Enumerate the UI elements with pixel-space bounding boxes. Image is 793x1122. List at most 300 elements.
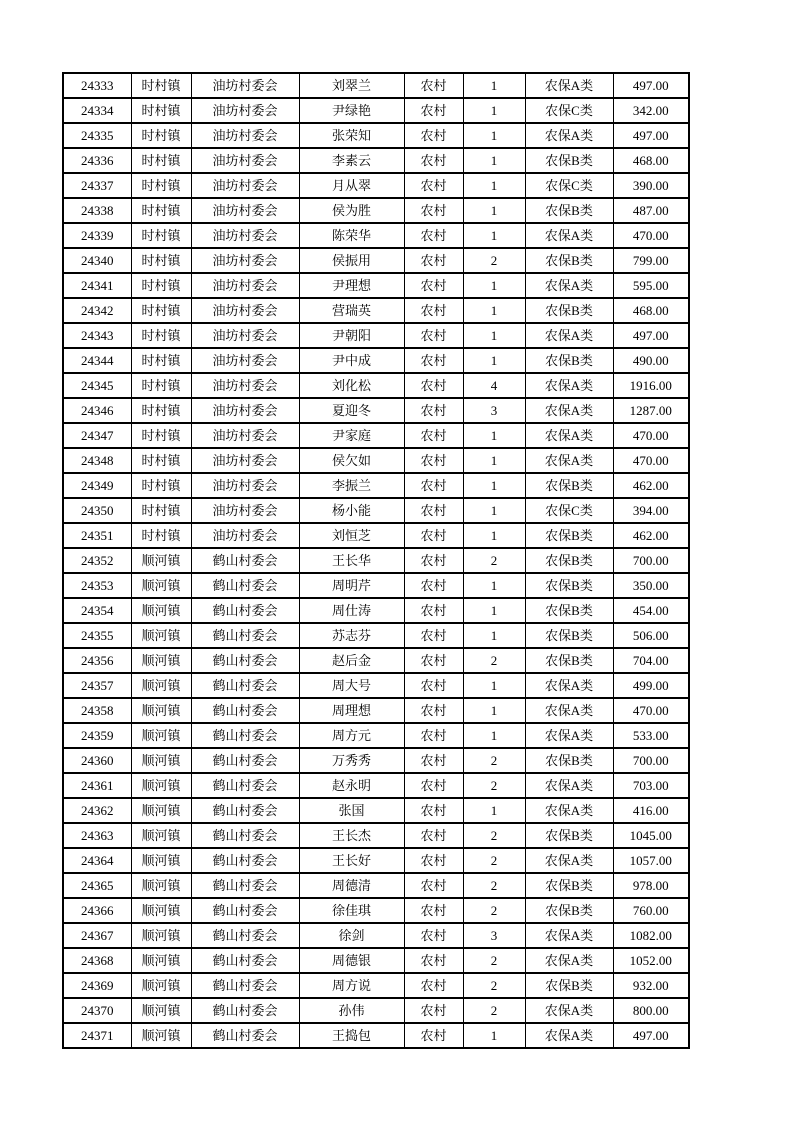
cell-serial-no: 24339: [63, 223, 131, 248]
cell-village-committee: 油坊村委会: [191, 373, 299, 398]
cell-amount: 932.00: [613, 973, 689, 998]
cell-amount: 454.00: [613, 598, 689, 623]
cell-household-type: 农村: [404, 648, 463, 673]
table-row: [63, 423, 689, 448]
cell-village-committee: 鹤山村委会: [191, 1023, 299, 1048]
cell-household-type: 农村: [404, 123, 463, 148]
cell-household-type: 农村: [404, 623, 463, 648]
cell-household-type: 农村: [404, 873, 463, 898]
cell-town: 时村镇: [131, 273, 191, 298]
cell-village-committee: 鹤山村委会: [191, 723, 299, 748]
cell-insurance-category: 农保A类: [525, 673, 613, 698]
cell-serial-no: 24335: [63, 123, 131, 148]
cell-insurance-category: 农保B类: [525, 873, 613, 898]
cell-household-type: 农村: [404, 323, 463, 348]
cell-insurance-category: 农保A类: [525, 723, 613, 748]
cell-person-count: 2: [463, 248, 525, 273]
cell-town: 顺河镇: [131, 648, 191, 673]
cell-insurance-category: 农保A类: [525, 698, 613, 723]
cell-person-count: 1: [463, 223, 525, 248]
table-row: [63, 673, 689, 698]
cell-person-count: 1: [463, 498, 525, 523]
cell-town: 顺河镇: [131, 898, 191, 923]
cell-insurance-category: 农保B类: [525, 598, 613, 623]
cell-name: 夏迎冬: [299, 398, 404, 423]
cell-amount: 416.00: [613, 798, 689, 823]
cell-serial-no: 24359: [63, 723, 131, 748]
cell-serial-no: 24358: [63, 698, 131, 723]
cell-town: 时村镇: [131, 498, 191, 523]
table-row: [63, 173, 689, 198]
cell-person-count: 4: [463, 373, 525, 398]
cell-amount: 703.00: [613, 773, 689, 798]
cell-household-type: 农村: [404, 473, 463, 498]
cell-name: 陈荣华: [299, 223, 404, 248]
cell-town: 时村镇: [131, 223, 191, 248]
cell-amount: 462.00: [613, 473, 689, 498]
insurance-roster-table: [62, 72, 690, 1049]
cell-village-committee: 油坊村委会: [191, 323, 299, 348]
table-row: [63, 973, 689, 998]
cell-household-type: 农村: [404, 498, 463, 523]
cell-name: 王捣包: [299, 1023, 404, 1048]
cell-town: 时村镇: [131, 373, 191, 398]
cell-serial-no: 24342: [63, 298, 131, 323]
cell-serial-no: 24343: [63, 323, 131, 348]
cell-amount: 350.00: [613, 573, 689, 598]
table-row: [63, 248, 689, 273]
cell-town: 顺河镇: [131, 548, 191, 573]
table-row: [63, 298, 689, 323]
table-row: [63, 948, 689, 973]
cell-town: 顺河镇: [131, 923, 191, 948]
cell-serial-no: 24336: [63, 148, 131, 173]
cell-name: 尹朝阳: [299, 323, 404, 348]
cell-village-committee: 鹤山村委会: [191, 648, 299, 673]
cell-village-committee: 油坊村委会: [191, 398, 299, 423]
cell-village-committee: 鹤山村委会: [191, 748, 299, 773]
cell-household-type: 农村: [404, 373, 463, 398]
cell-village-committee: 油坊村委会: [191, 448, 299, 473]
cell-amount: 342.00: [613, 98, 689, 123]
table-row: [63, 898, 689, 923]
cell-insurance-category: 农保B类: [525, 623, 613, 648]
cell-name: 侯欠如: [299, 448, 404, 473]
table-row: [63, 448, 689, 473]
cell-village-committee: 油坊村委会: [191, 248, 299, 273]
cell-household-type: 农村: [404, 448, 463, 473]
cell-village-committee: 油坊村委会: [191, 473, 299, 498]
cell-household-type: 农村: [404, 973, 463, 998]
cell-person-count: 2: [463, 948, 525, 973]
cell-household-type: 农村: [404, 673, 463, 698]
cell-amount: 470.00: [613, 423, 689, 448]
cell-household-type: 农村: [404, 273, 463, 298]
cell-serial-no: 24363: [63, 823, 131, 848]
table-row: [63, 798, 689, 823]
cell-person-count: 1: [463, 723, 525, 748]
cell-amount: 497.00: [613, 323, 689, 348]
cell-village-committee: 鹤山村委会: [191, 873, 299, 898]
cell-insurance-category: 农保B类: [525, 248, 613, 273]
cell-name: 尹绿艳: [299, 98, 404, 123]
cell-serial-no: 24346: [63, 398, 131, 423]
table-row: [63, 348, 689, 373]
cell-serial-no: 24344: [63, 348, 131, 373]
cell-amount: 470.00: [613, 448, 689, 473]
table-row: [63, 273, 689, 298]
cell-amount: 800.00: [613, 998, 689, 1023]
cell-name: 营瑞英: [299, 298, 404, 323]
cell-insurance-category: 农保A类: [525, 998, 613, 1023]
cell-insurance-category: 农保B类: [525, 748, 613, 773]
cell-name: 李振兰: [299, 473, 404, 498]
cell-amount: 700.00: [613, 748, 689, 773]
cell-name: 赵永明: [299, 773, 404, 798]
cell-serial-no: 24353: [63, 573, 131, 598]
cell-insurance-category: 农保B类: [525, 973, 613, 998]
cell-name: 刘恒芝: [299, 523, 404, 548]
cell-town: 时村镇: [131, 148, 191, 173]
cell-amount: 1916.00: [613, 373, 689, 398]
table-row: [63, 823, 689, 848]
cell-household-type: 农村: [404, 848, 463, 873]
cell-name: 万秀秀: [299, 748, 404, 773]
table-row: [63, 223, 689, 248]
cell-person-count: 1: [463, 698, 525, 723]
cell-household-type: 农村: [404, 73, 463, 98]
cell-serial-no: 24348: [63, 448, 131, 473]
cell-serial-no: 24371: [63, 1023, 131, 1048]
cell-person-count: 1: [463, 123, 525, 148]
cell-amount: 470.00: [613, 698, 689, 723]
cell-serial-no: 24338: [63, 198, 131, 223]
cell-insurance-category: 农保A类: [525, 123, 613, 148]
table-row: [63, 148, 689, 173]
cell-household-type: 农村: [404, 523, 463, 548]
cell-person-count: 1: [463, 1023, 525, 1048]
cell-insurance-category: 农保B类: [525, 573, 613, 598]
cell-insurance-category: 农保B类: [525, 348, 613, 373]
cell-village-committee: 鹤山村委会: [191, 898, 299, 923]
cell-village-committee: 油坊村委会: [191, 148, 299, 173]
cell-household-type: 农村: [404, 348, 463, 373]
cell-town: 时村镇: [131, 523, 191, 548]
cell-household-type: 农村: [404, 898, 463, 923]
table-row: [63, 198, 689, 223]
cell-name: 刘翠兰: [299, 73, 404, 98]
cell-town: 时村镇: [131, 398, 191, 423]
cell-insurance-category: 农保B类: [525, 148, 613, 173]
cell-serial-no: 24354: [63, 598, 131, 623]
cell-insurance-category: 农保A类: [525, 773, 613, 798]
cell-serial-no: 24369: [63, 973, 131, 998]
cell-insurance-category: 农保A类: [525, 448, 613, 473]
cell-town: 时村镇: [131, 348, 191, 373]
cell-town: 顺河镇: [131, 673, 191, 698]
table-row: [63, 648, 689, 673]
cell-name: 周方元: [299, 723, 404, 748]
table-row: [63, 548, 689, 573]
table-row: [63, 873, 689, 898]
cell-household-type: 农村: [404, 398, 463, 423]
cell-person-count: 1: [463, 598, 525, 623]
table-row: [63, 373, 689, 398]
cell-person-count: 1: [463, 173, 525, 198]
cell-person-count: 1: [463, 273, 525, 298]
cell-insurance-category: 农保A类: [525, 423, 613, 448]
cell-name: 刘化松: [299, 373, 404, 398]
cell-name: 侯为胜: [299, 198, 404, 223]
cell-amount: 799.00: [613, 248, 689, 273]
cell-name: 周德银: [299, 948, 404, 973]
cell-town: 顺河镇: [131, 823, 191, 848]
cell-household-type: 农村: [404, 723, 463, 748]
cell-person-count: 1: [463, 298, 525, 323]
cell-amount: 700.00: [613, 548, 689, 573]
cell-household-type: 农村: [404, 923, 463, 948]
cell-amount: 497.00: [613, 123, 689, 148]
cell-village-committee: 油坊村委会: [191, 223, 299, 248]
cell-insurance-category: 农保B类: [525, 648, 613, 673]
cell-household-type: 农村: [404, 798, 463, 823]
cell-household-type: 农村: [404, 748, 463, 773]
cell-serial-no: 24365: [63, 873, 131, 898]
cell-person-count: 3: [463, 398, 525, 423]
table-row: [63, 698, 689, 723]
cell-insurance-category: 农保B类: [525, 298, 613, 323]
cell-town: 顺河镇: [131, 623, 191, 648]
table-row: [63, 323, 689, 348]
cell-village-committee: 油坊村委会: [191, 298, 299, 323]
cell-serial-no: 24333: [63, 73, 131, 98]
cell-serial-no: 24366: [63, 898, 131, 923]
cell-person-count: 2: [463, 548, 525, 573]
cell-village-committee: 鹤山村委会: [191, 673, 299, 698]
cell-amount: 462.00: [613, 523, 689, 548]
cell-name: 周大号: [299, 673, 404, 698]
cell-serial-no: 24368: [63, 948, 131, 973]
cell-amount: 490.00: [613, 348, 689, 373]
cell-amount: 1082.00: [613, 923, 689, 948]
cell-serial-no: 24357: [63, 673, 131, 698]
cell-insurance-category: 农保A类: [525, 273, 613, 298]
cell-insurance-category: 农保A类: [525, 1023, 613, 1048]
cell-serial-no: 24347: [63, 423, 131, 448]
cell-insurance-category: 农保A类: [525, 73, 613, 98]
cell-insurance-category: 农保A类: [525, 323, 613, 348]
cell-town: 时村镇: [131, 123, 191, 148]
cell-amount: 1052.00: [613, 948, 689, 973]
cell-name: 孙伟: [299, 998, 404, 1023]
cell-serial-no: 24352: [63, 548, 131, 573]
cell-village-committee: 鹤山村委会: [191, 973, 299, 998]
cell-village-committee: 油坊村委会: [191, 423, 299, 448]
cell-serial-no: 24361: [63, 773, 131, 798]
table-row: [63, 398, 689, 423]
table-row: [63, 473, 689, 498]
cell-insurance-category: 农保B类: [525, 198, 613, 223]
cell-insurance-category: 农保A类: [525, 948, 613, 973]
cell-village-committee: 鹤山村委会: [191, 848, 299, 873]
cell-village-committee: 鹤山村委会: [191, 923, 299, 948]
cell-town: 时村镇: [131, 448, 191, 473]
cell-amount: 468.00: [613, 148, 689, 173]
cell-amount: 497.00: [613, 1023, 689, 1048]
cell-serial-no: 24334: [63, 98, 131, 123]
cell-name: 赵后金: [299, 648, 404, 673]
cell-town: 顺河镇: [131, 773, 191, 798]
cell-name: 王长杰: [299, 823, 404, 848]
cell-town: 顺河镇: [131, 998, 191, 1023]
cell-name: 尹家庭: [299, 423, 404, 448]
cell-amount: 470.00: [613, 223, 689, 248]
cell-name: 周德清: [299, 873, 404, 898]
cell-town: 顺河镇: [131, 748, 191, 773]
cell-household-type: 农村: [404, 173, 463, 198]
cell-amount: 487.00: [613, 198, 689, 223]
table-row: [63, 723, 689, 748]
cell-name: 周明芹: [299, 573, 404, 598]
cell-name: 徐佳琪: [299, 898, 404, 923]
cell-person-count: 1: [463, 448, 525, 473]
cell-serial-no: 24340: [63, 248, 131, 273]
cell-person-count: 1: [463, 673, 525, 698]
cell-person-count: 1: [463, 573, 525, 598]
cell-insurance-category: 农保C类: [525, 98, 613, 123]
cell-village-committee: 油坊村委会: [191, 123, 299, 148]
cell-person-count: 1: [463, 473, 525, 498]
cell-serial-no: 24345: [63, 373, 131, 398]
cell-person-count: 2: [463, 848, 525, 873]
cell-village-committee: 油坊村委会: [191, 73, 299, 98]
cell-town: 时村镇: [131, 248, 191, 273]
cell-insurance-category: 农保B类: [525, 548, 613, 573]
cell-name: 周理想: [299, 698, 404, 723]
table-row: [63, 998, 689, 1023]
cell-name: 李素云: [299, 148, 404, 173]
cell-village-committee: 鹤山村委会: [191, 548, 299, 573]
cell-serial-no: 24355: [63, 623, 131, 648]
table-row: [63, 123, 689, 148]
cell-household-type: 农村: [404, 223, 463, 248]
cell-amount: 595.00: [613, 273, 689, 298]
cell-household-type: 农村: [404, 1023, 463, 1048]
cell-town: 时村镇: [131, 98, 191, 123]
cell-village-committee: 鹤山村委会: [191, 573, 299, 598]
cell-insurance-category: 农保A类: [525, 798, 613, 823]
cell-town: 时村镇: [131, 323, 191, 348]
cell-household-type: 农村: [404, 148, 463, 173]
cell-person-count: 2: [463, 898, 525, 923]
cell-town: 时村镇: [131, 423, 191, 448]
cell-town: 顺河镇: [131, 698, 191, 723]
cell-serial-no: 24356: [63, 648, 131, 673]
cell-insurance-category: 农保A类: [525, 848, 613, 873]
cell-household-type: 农村: [404, 548, 463, 573]
cell-amount: 468.00: [613, 298, 689, 323]
cell-amount: 704.00: [613, 648, 689, 673]
table-row: [63, 1023, 689, 1048]
cell-amount: 506.00: [613, 623, 689, 648]
cell-amount: 1045.00: [613, 823, 689, 848]
cell-household-type: 农村: [404, 998, 463, 1023]
cell-person-count: 1: [463, 98, 525, 123]
cell-insurance-category: 农保B类: [525, 823, 613, 848]
cell-village-committee: 鹤山村委会: [191, 773, 299, 798]
cell-person-count: 1: [463, 798, 525, 823]
cell-name: 周方说: [299, 973, 404, 998]
cell-name: 杨小能: [299, 498, 404, 523]
table-row: [63, 848, 689, 873]
cell-amount: 978.00: [613, 873, 689, 898]
cell-village-committee: 鹤山村委会: [191, 948, 299, 973]
cell-insurance-category: 农保A类: [525, 923, 613, 948]
cell-person-count: 2: [463, 998, 525, 1023]
cell-town: 顺河镇: [131, 848, 191, 873]
cell-insurance-category: 农保B类: [525, 523, 613, 548]
cell-person-count: 1: [463, 348, 525, 373]
cell-household-type: 农村: [404, 198, 463, 223]
cell-village-committee: 油坊村委会: [191, 273, 299, 298]
cell-village-committee: 油坊村委会: [191, 173, 299, 198]
cell-household-type: 农村: [404, 98, 463, 123]
cell-person-count: 1: [463, 198, 525, 223]
cell-insurance-category: 农保A类: [525, 223, 613, 248]
cell-amount: 390.00: [613, 173, 689, 198]
cell-name: 周仕涛: [299, 598, 404, 623]
cell-household-type: 农村: [404, 248, 463, 273]
cell-name: 尹理想: [299, 273, 404, 298]
cell-serial-no: 24364: [63, 848, 131, 873]
cell-person-count: 2: [463, 873, 525, 898]
cell-household-type: 农村: [404, 773, 463, 798]
cell-village-committee: 油坊村委会: [191, 348, 299, 373]
cell-town: 时村镇: [131, 173, 191, 198]
table-row: [63, 923, 689, 948]
cell-village-committee: 鹤山村委会: [191, 623, 299, 648]
cell-name: 苏志芬: [299, 623, 404, 648]
cell-name: 月从翠: [299, 173, 404, 198]
table-row: [63, 573, 689, 598]
cell-person-count: 2: [463, 648, 525, 673]
cell-person-count: 1: [463, 423, 525, 448]
cell-town: 顺河镇: [131, 1023, 191, 1048]
cell-person-count: 1: [463, 623, 525, 648]
cell-household-type: 农村: [404, 698, 463, 723]
table-row: [63, 523, 689, 548]
cell-insurance-category: 农保B类: [525, 473, 613, 498]
cell-person-count: 1: [463, 323, 525, 348]
cell-amount: 497.00: [613, 73, 689, 98]
cell-town: 顺河镇: [131, 873, 191, 898]
cell-village-committee: 鹤山村委会: [191, 823, 299, 848]
cell-person-count: 2: [463, 773, 525, 798]
cell-insurance-category: 农保B类: [525, 898, 613, 923]
cell-serial-no: 24367: [63, 923, 131, 948]
cell-amount: 1287.00: [613, 398, 689, 423]
cell-insurance-category: 农保A类: [525, 398, 613, 423]
cell-village-committee: 鹤山村委会: [191, 598, 299, 623]
cell-serial-no: 24350: [63, 498, 131, 523]
cell-village-committee: 油坊村委会: [191, 98, 299, 123]
table-row: [63, 623, 689, 648]
cell-household-type: 农村: [404, 298, 463, 323]
cell-insurance-category: 农保C类: [525, 498, 613, 523]
table-body: [63, 73, 689, 1048]
cell-person-count: 3: [463, 923, 525, 948]
cell-person-count: 2: [463, 748, 525, 773]
